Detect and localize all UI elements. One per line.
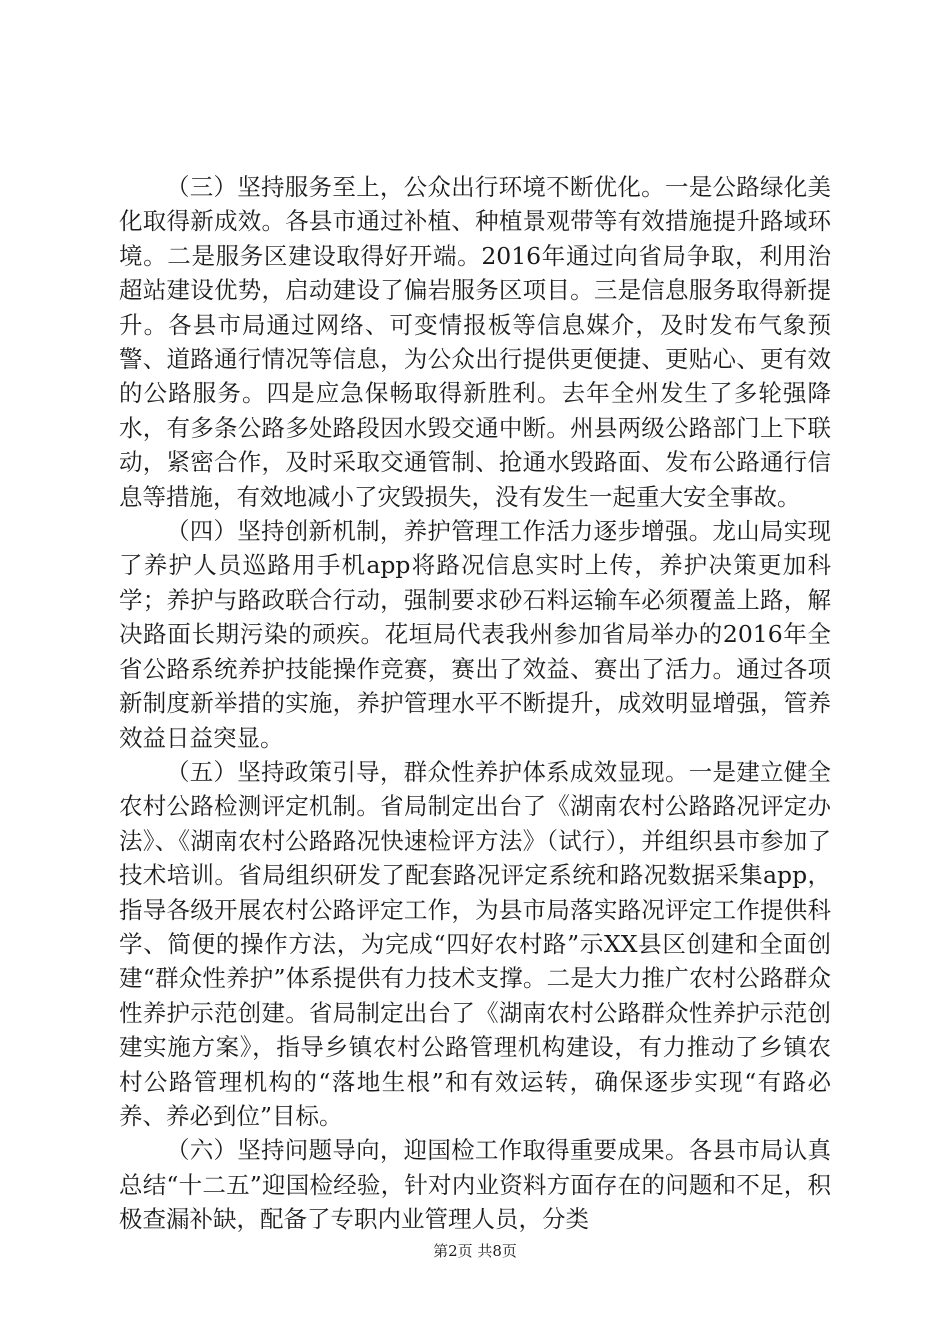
paragraph-6: （六）坚持问题导向，迎国检工作取得重要成果。各县市局认真总结“十二五”迎国检经验，针对内业资料方面存在的问题和不足，积极查漏补缺，配备了专职内业管理人员，分类 <box>119 1136 831 1234</box>
paragraph-5: （五）坚持政策引导，群众性养护体系成效显现。一是建立健全农村公路检测评定机制。省局制定出台了《湖南农村公路路况评定办法》、《湖南农村公路路况快速检评方法》（试行），并组织县市参加了技术培训。省局组织研发了配套路况评定系统和路况数据采集app，指导各级开展农村公路评定工作，为县市局落实路况评定工作提供科学、简便的操作方法，为完成“四好农村路”示XX县区创建和全面创建“群众性养护”体系提供有力技术支撑。二是大力推广农村公路群众性养护示范创建。省局制定出台了《湖南农村公路群众性养护示范创建实施方案》，指导乡镇农村公路管理机构建设，有力推动了乡镇农村公路管理机构的“落地生根”和有效运转，确保逐步实现“有路必养、养必到位”目标。 <box>119 757 831 1130</box>
body-text <box>119 170 831 1237</box>
page-footer: 第2页 共8页 <box>433 1242 517 1260</box>
paragraph-4: （四）坚持创新机制，养护管理工作活力逐步增强。龙山局实现了养护人员巡路用手机app将路况信息实时上传，养护决策更加科学；养护与路政联合行动，强制要求砂石料运输车必须覆盖上路，解决路面长期污染的顽疾。花垣局代表我州参加省局举办的2016年全省公路系统养护技能操作竞赛，赛出了效益、赛出了活力。通过各项新制度新举措的实施，养护管理水平不断提升，成效明显增强，管养效益日益突显。 <box>119 517 831 752</box>
paragraph-3: （三）坚持服务至上，公众出行环境不断优化。一是公路绿化美化取得新成效。各县市通过补植、种植景观带等有效措施提升路域环境。二是服务区建设取得好开端。2016年通过向省局争取，利用治超站建设优势，启动建设了偏岩服务区项目。三是信息服务取得新提升。各县市局通过网络、可变情报板等信息媒介，及时发布气象预警、道路通行情况等信息，为公众出行提供更便捷、更贴心、更有效的公路服务。四是应急保畅取得新胜利。去年全州发生了多轮强降水，有多条公路多处路段因水毁交通中断。州县两级公路部门上下联动，紧密合作，及时采取交通管制、抢通水毁路面、发布公路通行信息等措施，有效地减小了灾毁损失，没有发生一起重大安全事故。 <box>119 173 831 511</box>
